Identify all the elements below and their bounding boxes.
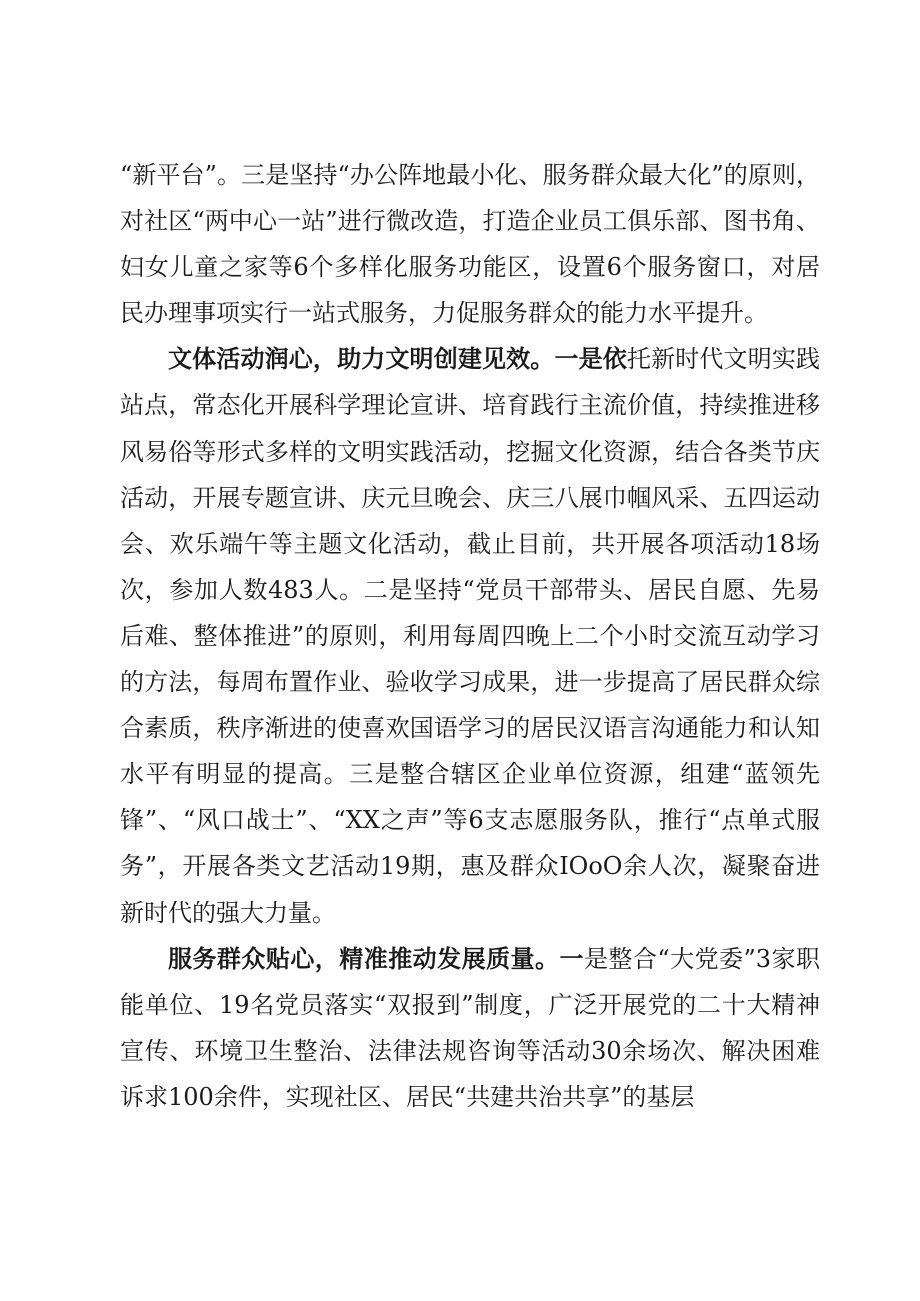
document-body (120, 152, 820, 1120)
paragraph-culture-activities (120, 336, 820, 935)
paragraph-serve-masses (120, 936, 820, 1120)
paragraph-text: “新平台”。三是坚持“办公阵地最小化、服务群众最大化”的原则，对社区“两中心一站”进行微改造，打造企业员工俱乐部、图书角、妇女儿童之家等6个多样化服务功能区，设置6个服务窗口，对居民办理事项实行一站式服务，力促服务群众的能力水平提升。 (120, 161, 820, 328)
paragraph-text: 托新时代文明实践站点，常态化开展科学理论宣讲、培育践行主流价值，持续推进移风易俗等形式多样的文明实践活动，挖掘文化资源，结合各类节庆活动，开展专题宣讲、庆元旦晚会、庆三八展巾帼风采、五四运动会、欢乐端午等主题文化活动，截止目前，共开展各项活动18场次，参加人数483人。二是坚持“党员干部带头、居民自愿、先易后难、整体推进”的原则，利用每周四晚上二个小时交流互动学习的方法，每周布置作业、验收学习成果，进一步提高了居民群众综合素质，秩序渐进的使喜欢国语学习的居民汉语言沟通能力和认知水平有明显的提高。三是整合辖区企业单位资源，组建“蓝领先锋”、“风口战士”、“XX之声”等6支志愿服务队，推行“点单式服务”，开展各类文艺活动19期，惠及群众IOoO余人次，凝聚奋进新时代的强大力量。 (120, 345, 820, 927)
paragraph-continuation (120, 152, 820, 336)
paragraph-text: 是整合“大党委”3家职能单位、19名党员落实“双报到”制度，广泛开展党的二十大精神宣传、环境卫生整治、法律法规咨询等活动30余场次、解决困难诉求100余件，实现社区、居民“共建共治共享”的基层 (120, 944, 820, 1111)
paragraph-heading: 服务群众贴心，精准推动发展质量。一 (168, 944, 584, 973)
paragraph-heading: 文体活动润心，助力文明创建见效。一是依 (168, 345, 627, 374)
